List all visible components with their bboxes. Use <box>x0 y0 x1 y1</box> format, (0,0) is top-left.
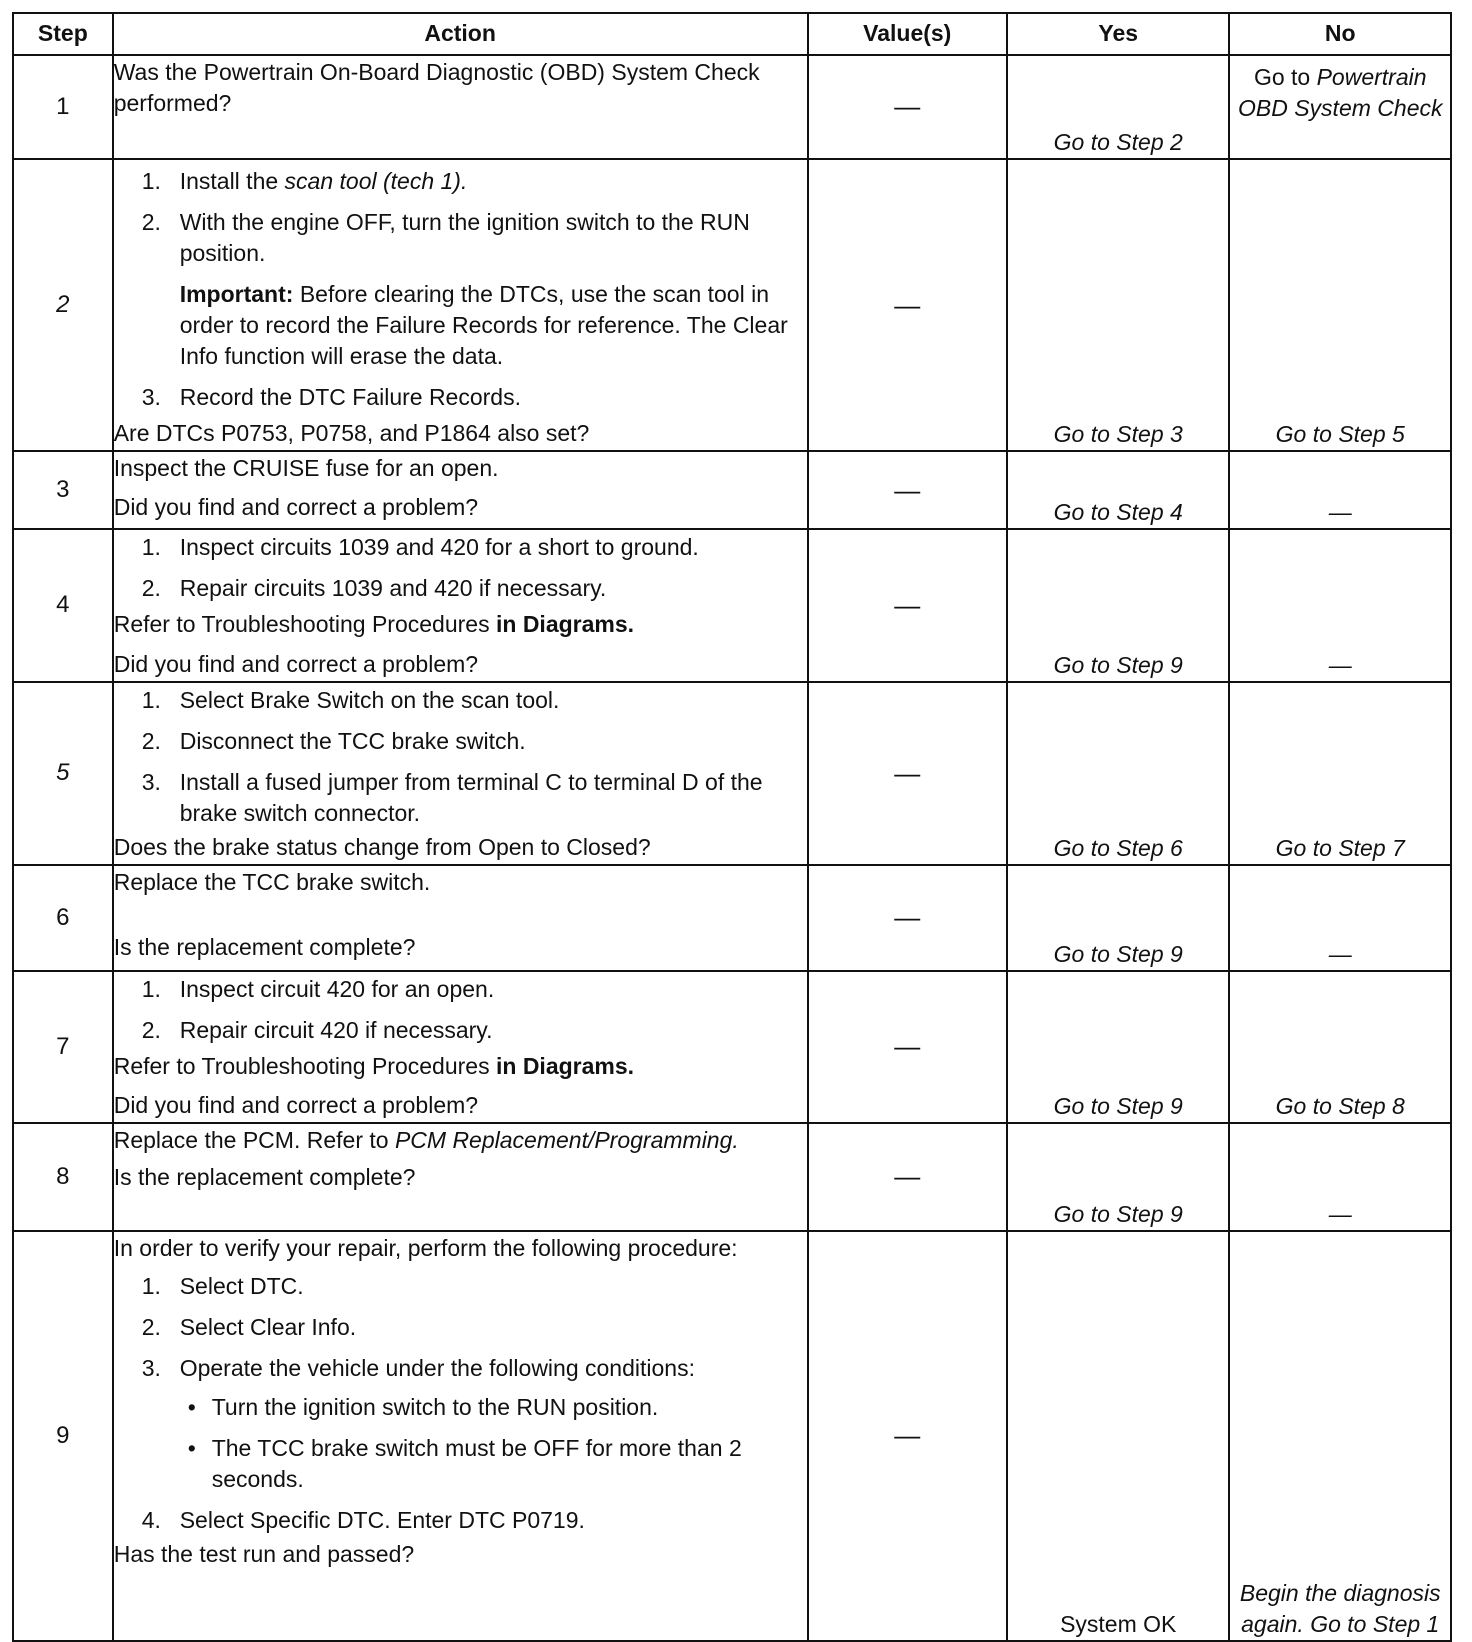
list-item: • Turn the ignition switch to the RUN position. <box>180 1392 807 1423</box>
action-question: Is the replacement complete? <box>113 1164 416 1191</box>
condition-list <box>180 1392 807 1495</box>
list-item: 3. Operate the vehicle under the following conditions: • Turn the ignition switch to the RUN position. • The TCC brake switch must be OFF for more than 2 seconds. <box>114 1353 807 1495</box>
refer-line: Refer to Troubleshooting Procedures in Diagrams. <box>113 611 635 638</box>
value-cell: — <box>808 865 1007 971</box>
list-item: 1. Select DTC. <box>141 1273 304 1300</box>
header-step: Step <box>13 13 113 55</box>
action-question: Does the brake status change from Open to Closed? <box>113 833 651 860</box>
action-line: Replace the PCM. Refer to PCM Replacement/Programming. <box>113 1126 739 1153</box>
yes-result: Go to Step 9 <box>1007 529 1230 681</box>
procedure-list <box>114 685 807 829</box>
table-row <box>13 451 1451 529</box>
action-line: Inspect the CRUISE fuse for an open. <box>113 455 499 482</box>
action-cell <box>113 55 808 159</box>
table-row <box>13 865 1451 971</box>
list-item: 2. Repair circuit 420 if necessary. <box>141 1016 493 1043</box>
step-number: 8 <box>13 1123 113 1231</box>
yes-result: Go to Step 9 <box>1007 1123 1230 1231</box>
list-item: 2. With the engine OFF, turn the ignition switch to the RUN position. <box>141 209 750 267</box>
action-question: Is the replacement complete? <box>113 933 416 960</box>
action-cell <box>113 682 808 865</box>
yes-result: Go to Step 9 <box>1007 865 1230 971</box>
action-cell <box>113 159 808 451</box>
no-result: Begin the diagnosis again. Go to Step 1 <box>1229 1231 1451 1641</box>
yes-result: System OK <box>1007 1231 1230 1641</box>
yes-result: Go to Step 4 <box>1007 451 1230 529</box>
value-cell: — <box>808 971 1007 1123</box>
action-line: Replace the TCC brake switch. <box>113 868 431 895</box>
yes-result: Go to Step 3 <box>1007 159 1230 451</box>
table-row <box>13 682 1451 865</box>
step-number: 9 <box>13 1231 113 1641</box>
header-no: No <box>1229 13 1451 55</box>
value-cell: — <box>808 55 1007 159</box>
header-row <box>13 13 1451 55</box>
refer-line: Refer to Troubleshooting Procedures in Diagrams. <box>113 1052 635 1079</box>
step-number: 4 <box>13 529 113 681</box>
value-cell: — <box>808 682 1007 865</box>
yes-result: Go to Step 6 <box>1007 682 1230 865</box>
table-row <box>13 1123 1451 1231</box>
action-cell <box>113 529 808 681</box>
value-cell: — <box>808 1231 1007 1641</box>
value-cell: — <box>808 529 1007 681</box>
header-yes: Yes <box>1007 13 1230 55</box>
procedure-list <box>114 382 807 413</box>
step-number: 3 <box>13 451 113 529</box>
action-question: Are DTCs P0753, P0758, and P1864 also set? <box>113 420 590 447</box>
action-question: Did you find and correct a problem? <box>113 650 479 677</box>
value-cell: — <box>808 451 1007 529</box>
action-cell <box>113 1123 808 1231</box>
table-row <box>13 159 1451 451</box>
procedure-list <box>114 532 807 604</box>
action-question: Was the Powertrain On-Board Diagnostic (OBD) System Check performed? <box>113 59 760 117</box>
procedure-list <box>114 166 807 269</box>
action-question: Did you find and correct a problem? <box>113 1091 479 1118</box>
table-row <box>13 55 1451 159</box>
list-item: 3. Record the DTC Failure Records. <box>141 384 521 411</box>
action-question: Did you find and correct a problem? <box>113 494 479 521</box>
procedure-list <box>114 974 807 1046</box>
list-item: 2. Select Clear Info. <box>141 1314 357 1341</box>
action-cell <box>113 1231 808 1641</box>
yes-result: Go to Step 9 <box>1007 971 1230 1123</box>
action-question: Has the test run and passed? <box>113 1541 415 1568</box>
no-result: — <box>1229 865 1451 971</box>
table-row <box>13 971 1451 1123</box>
action-cell <box>113 865 808 971</box>
table-row <box>13 1231 1451 1641</box>
list-item: 1. Select Brake Switch on the scan tool. <box>141 686 560 713</box>
value-cell: — <box>808 1123 1007 1231</box>
table-row <box>13 529 1451 681</box>
action-cell <box>113 971 808 1123</box>
no-link: Powertrain OBD System Check <box>1237 64 1443 122</box>
procedure-list <box>114 1271 807 1536</box>
diagnostic-table <box>12 12 1452 1642</box>
list-item: 1. Inspect circuits 1039 and 420 for a short to ground. <box>141 534 699 561</box>
list-item: 3. Install a fused jumper from terminal C to terminal D of the brake switch connector. <box>141 768 763 826</box>
no-result: Go to Step 7 <box>1229 682 1451 865</box>
list-item: • The TCC brake switch must be OFF for more than 2 seconds. <box>180 1433 807 1495</box>
diagnostic-table-page <box>12 12 1452 1637</box>
step-number: 2 <box>13 159 113 451</box>
value-cell: — <box>808 159 1007 451</box>
list-item: 1. Inspect circuit 420 for an open. <box>141 975 495 1002</box>
action-intro: In order to verify your repair, perform the following procedure: <box>113 1234 738 1261</box>
action-cell <box>113 451 808 529</box>
list-item: 4. Select Specific DTC. Enter DTC P0719. <box>141 1507 585 1534</box>
no-result: — <box>1229 451 1451 529</box>
no-result: Go to Step 5 <box>1229 159 1451 451</box>
no-result <box>1229 55 1451 159</box>
important-note: Important: Before clearing the DTCs, use the scan tool in order to record the Failure Records for reference. The Clear Info function will erase the data. <box>179 281 788 370</box>
header-values: Value(s) <box>808 13 1007 55</box>
step-number: 6 <box>13 865 113 971</box>
header-action: Action <box>113 13 808 55</box>
list-item: 2. Disconnect the TCC brake switch. <box>141 727 526 754</box>
list-item: 2. Repair circuits 1039 and 420 if necessary. <box>141 575 607 602</box>
step-number: 5 <box>13 682 113 865</box>
no-result: — <box>1229 1123 1451 1231</box>
list-item: 1. Install the scan tool (tech 1). <box>141 168 468 194</box>
step-number: 1 <box>13 55 113 159</box>
step-number: 7 <box>13 971 113 1123</box>
no-prefix: Go to <box>1253 64 1311 90</box>
no-result: — <box>1229 529 1451 681</box>
no-result: Go to Step 8 <box>1229 971 1451 1123</box>
yes-result: Go to Step 2 <box>1007 55 1230 159</box>
